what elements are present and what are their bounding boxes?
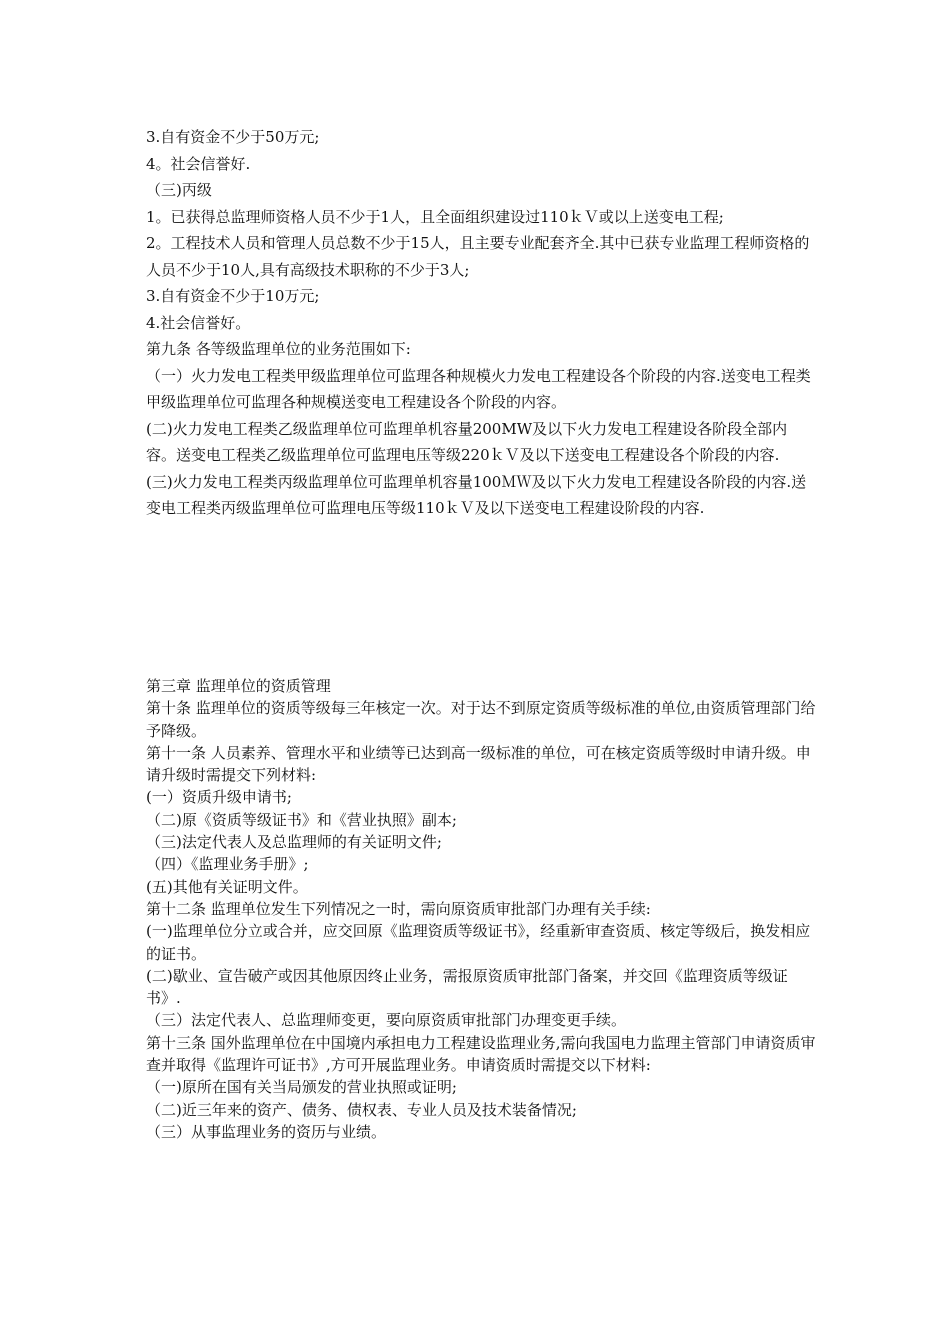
list-item: （二)近三年来的资产、债务、债权表、专业人员及技术装备情况; — [146, 1100, 577, 1119]
list-item: (五)其他有关证明文件。 — [146, 877, 308, 896]
list-item: （三）从事监理业务的资历与业绩。 — [146, 1122, 387, 1141]
list-item: (一）资质升级申请书; — [146, 788, 292, 807]
paragraph: 第十条 监理单位的资质等级每三年核定一次。对于达不到原定资质等级标准的单位,由资质管理部门给予降级。 — [146, 699, 816, 740]
paragraph: (三)火力发电工程类丙级监理单位可监理单机容量100ＭＷ及以下火力发电工程建设各阶段的内容.送变电工程类丙级监理单位可监理电压等级110ｋＶ及以下送变电工程建设阶段的内容. — [146, 472, 807, 517]
paragraph: 4.社会信誉好。 — [146, 313, 251, 332]
paragraph: (二)火力发电工程类乙级监理单位可监理单机容量200MW及以下火力发电工程建设各阶段全部内容。送变电工程类乙级监理单位可监理电压等级220ｋＶ及以下送变电工程建设各个阶段的内容. — [146, 419, 788, 464]
list-item: (一)监理单位分立或合并，应交回原《监理资质等级证书》，经重新审查资质、核定等级后，换发相应的证书。 — [146, 922, 811, 963]
paragraph: （一）火力发电工程类甲级监理单位可监理各种规模火力发电工程建设各个阶段的内容.送变电工程类甲级监理单位可监理各种规模送变电工程建设各个阶段的内容。 — [146, 366, 811, 411]
article-heading: 第九条 各等级监理单位的业务范围如下: — [146, 340, 411, 358]
list-item: （三)法定代表人及总监理师的有关证明文件; — [146, 833, 442, 852]
chapter-title: 第三章 监理单位的资质管理 — [146, 677, 331, 695]
list-item: （四）《监理业务手册》; — [146, 855, 309, 874]
paragraph: 第十一条 人员素养、管理水平和业绩等已达到高一级标准的单位，可在核定资质等级时申请升级。申请升级时需提交下列材料: — [146, 743, 811, 785]
paragraph: 3.自有资金不少于10万元; — [146, 287, 320, 305]
paragraph: 3.自有资金不少于50万元; — [146, 128, 320, 146]
list-item: （一)原所在国有关当局颁发的营业执照或证明; — [146, 1078, 457, 1097]
paragraph: 第十二条 监理单位发生下列情况之一时，需向原资质审批部门办理有关手续: — [146, 899, 651, 918]
list-item: （二)原《资质等级证书》和《营业执照》副本; — [146, 810, 457, 829]
paragraph: 第十三条 国外监理单位在中国境内承担电力工程建设监理业务,需向我国电力监理主管部门申请资质审查并取得《监理许可证书》,方可开展监理业务。申请资质时需提交以下材料: — [146, 1033, 816, 1075]
paragraph: 2。工程技术人员和管理人员总数不少于15人，且主要专业配套齐全.其中已获专业监理工程师资格的人员不少于10人,具有高级技术职称的不少于3人; — [146, 234, 810, 279]
section-chapter-three — [146, 675, 816, 1143]
list-item: （三）法定代表人、总监理师变更，要向原资质审批部门办理变更手续。 — [146, 1011, 627, 1030]
list-item: (二)歇业、宣告破产或因其他原因终止业务，需报原资质审批部门备案，并交回《监理资质等级证书》. — [146, 966, 788, 1008]
section-qualification-levels — [146, 124, 816, 522]
paragraph: （三)丙级 — [146, 181, 212, 199]
paragraph: 4。社会信誉好. — [146, 154, 251, 173]
paragraph: 1。已获得总监理师资格人员不少于1人，且全面组织建设过110ｋＶ或以上送变电工程; — [146, 207, 724, 226]
